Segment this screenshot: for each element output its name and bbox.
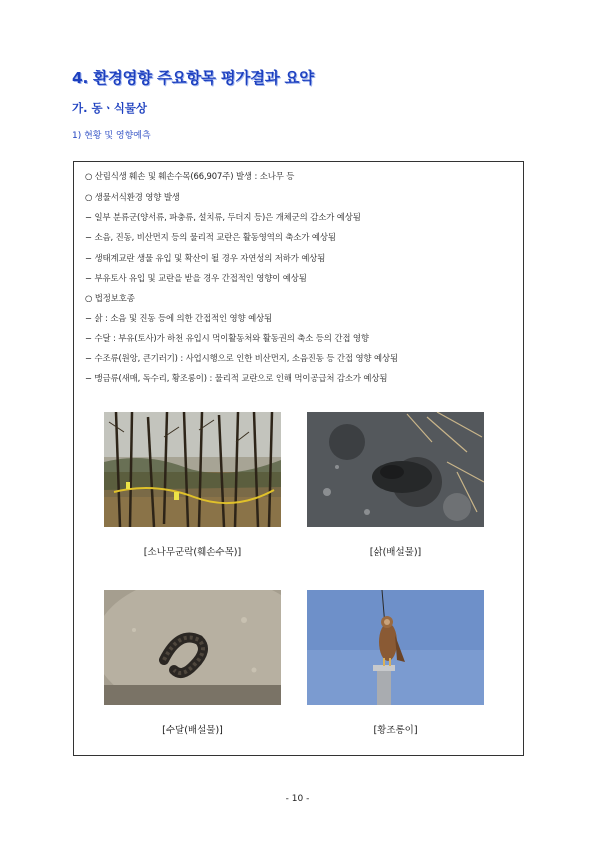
list-item: − 일부 분류군(양서류, 파충류, 설치류, 두더지 등)은 개체군의 감소가 예상됨 (85, 212, 361, 222)
page-number: - 10 - (285, 794, 310, 804)
list-item: − 수달 : 부유(토사)가 하천 유입시 먹이활동처와 활동권의 축소 등의 간접 영향 (85, 333, 369, 343)
list-item: − 삵 : 소음 및 진동 등에 의한 간접적인 영향 예상됨 (85, 313, 273, 323)
photo-caption: [소나무군락(훼손수목)] (143, 547, 242, 558)
subsection-heading: 가. 동ㆍ식물상 (72, 101, 148, 115)
list-item: − 수조류(원앙, 큰기러기) : 사업시행으로 인한 비산먼지, 소음진동 등 간접 영향 예상됨 (85, 353, 398, 363)
pine-forest-photo (104, 412, 281, 527)
subsection-title: 1) 현황 및 영향예측 (72, 131, 151, 141)
list-item: ○ 산림식생 훼손 및 훼손수목(66,907주) 발생 : 소나무 등 (85, 171, 295, 181)
section-heading: 4. 환경영향 주요항목 평가결과 요약 (72, 69, 314, 87)
leopard-cat-scat-photo (307, 412, 484, 527)
photo-caption: [황조롱이] (373, 725, 418, 736)
otter-scat-photo (104, 590, 281, 705)
list-item: ○ 법정보호종 (85, 293, 135, 303)
kestrel-photo (307, 590, 484, 705)
photo-caption: [삵(배설물)] (369, 547, 422, 558)
photo-caption: [수달(배설물)] (162, 725, 223, 736)
list-item: − 부유토사 유입 및 교란을 받을 경우 간접적인 영향이 예상됨 (85, 273, 307, 283)
list-item: ○ 생물서식환경 영향 발생 (85, 192, 180, 202)
list-item: − 생태계교란 생물 유입 및 확산이 될 경우 자연성의 저하가 예상됨 (85, 253, 326, 263)
list-item: − 소음, 진동, 비산먼지 등의 물리적 교란은 활동영역의 축소가 예상됨 (85, 232, 336, 242)
list-item: − 맹금류(새매, 독수리, 황조롱이) : 물리적 교란으로 인해 먹이공급처 감소가 예상됨 (85, 373, 388, 383)
